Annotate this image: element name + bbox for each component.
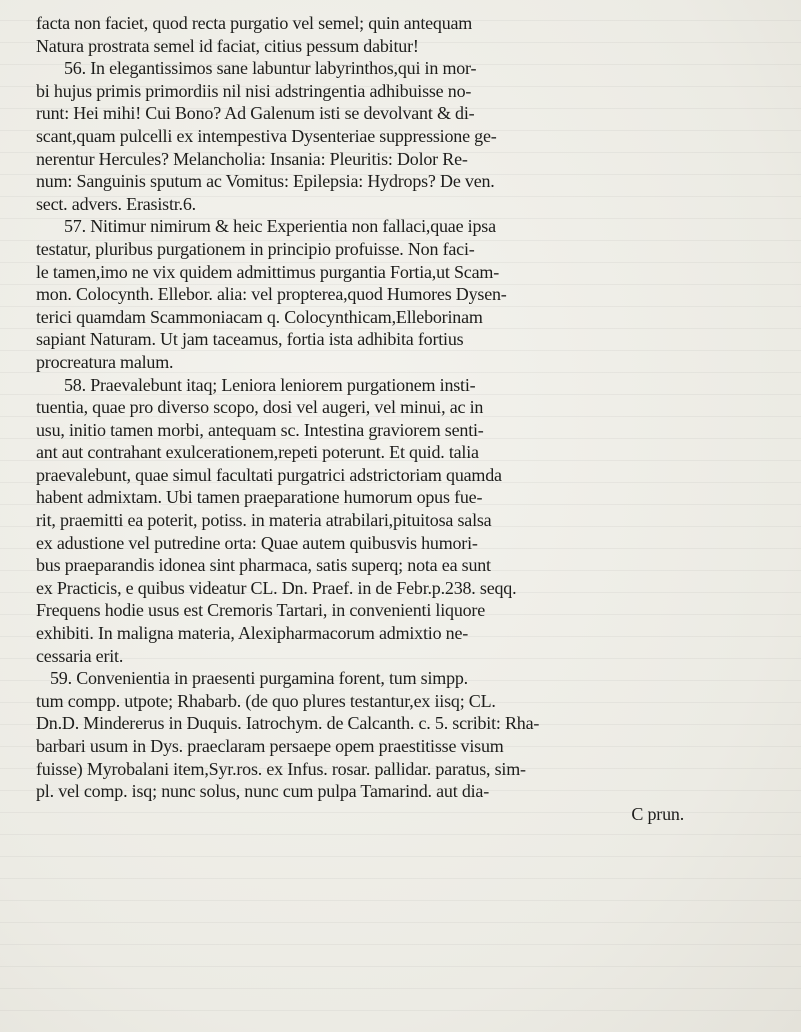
text-line: tum compp. utpote; Rhabarb. (de quo plures testantur,ex iisq; CL. — [36, 690, 496, 711]
text-line: habent admixtam. Ubi tamen praeparatione humorum opus fue- — [36, 487, 483, 508]
text-line: le tamen,imo ne vix quidem admittimus purgantia Fortia,ut Scam- — [36, 261, 499, 282]
section-57-start: 57. Nitimur nimirum & heic Experientia non fallaci,quae ipsa — [64, 216, 496, 237]
text-line: tuentia, quae pro diverso scopo, dosi vel augeri, vel minui, ac in — [36, 397, 484, 418]
text-line: exhibiti. In maligna materia, Alexipharmacorum admixtio ne- — [36, 623, 469, 644]
catchword-line: C prun. — [631, 803, 684, 824]
section-56-start: 56. In elegantissimos sane labuntur labyrinthos,qui in mor- — [64, 58, 477, 79]
text-line: fuisse) Myrobalani item,Syr.ros. ex Infus. rosar. pallidar. paratus, sim- — [36, 758, 526, 779]
text-line: Dn.D. Mindererus in Duquis. Iatrochym. de Calcanth. c. 5. scribit: Rha- — [36, 713, 540, 734]
text-line: nerentur Hercules? Melancholia: Insania: Pleuritis: Dolor Re- — [36, 148, 468, 169]
text-line: praevalebunt, quae simul facultati purgatrici adstrictoriam quamda — [36, 464, 502, 485]
text-line: Natura prostrata semel id faciat, citius pessum dabitur! — [36, 35, 419, 56]
section-59-start: 59. Convenientia in praesenti purgamina forent, tum simpp. — [50, 668, 468, 689]
text-line: barbari usum in Dys. praeclaram persaepe opem praestitisse visum — [36, 736, 504, 756]
text-line: bi hujus primis primordiis nil nisi adstringentia adhibuisse no- — [36, 80, 472, 101]
text-line: ant aut contrahant exulcerationem,repeti poterunt. Et quid. talia — [36, 442, 479, 463]
text-line: sapiant Naturam. Ut jam taceamus, fortia ista adhibita fortius — [36, 329, 464, 350]
text-line: rit, praemitti ea poterit, potiss. in materia atrabilari,pituitosa salsa — [36, 510, 492, 531]
text-line: ex Practicis, e quibus videatur CL. Dn. Praef. in de Febr.p.238. seqq. — [36, 577, 517, 598]
text-line: cessaria erit. — [36, 645, 124, 666]
text-line: scant,quam pulcelli ex intempestiva Dysenteriae suppressione ge- — [36, 125, 497, 146]
text-line: procreatura malum. — [36, 351, 174, 372]
text-line: testatur, pluribus purgationem in principio profuisse. Non faci- — [36, 238, 475, 259]
latin-text-block — [36, 12, 764, 825]
text-line: usu, initio tamen morbi, antequam sc. Intestina graviorem senti- — [36, 419, 484, 440]
section-58-start: 58. Praevalebunt itaq; Leniora leniorem purgationem insti- — [64, 374, 476, 395]
text-line: num: Sanguinis sputum ac Vomitus: Epilepsia: Hydrops? De ven. — [36, 171, 495, 192]
text-line: mon. Colocynth. Ellebor. alia: vel propterea,quod Humores Dysen- — [36, 284, 507, 305]
text-line: bus praeparandis idonea sint pharmaca, satis superq; nota ea sunt — [36, 555, 491, 576]
text-line: facta non faciet, quod recta purgatio vel semel; quin antequam — [36, 13, 473, 33]
text-line: terici quamdam Scammoniacam q. Colocynthicam,Elleborinam — [36, 306, 483, 327]
text-line: runt: Hei mihi! Cui Bono? Ad Galenum isti se devolvant & di- — [36, 103, 475, 124]
text-line: Frequens hodie usus est Cremoris Tartari, in convenienti liquore — [36, 600, 486, 621]
text-line: pl. vel comp. isq; nunc solus, nunc cum pulpa Tamarind. aut dia- — [36, 781, 490, 802]
citation-line: sect. advers. Erasistr.6. — [36, 193, 196, 214]
text-line: ex adustione vel putredine orta: Quae autem quibusvis humori- — [36, 532, 478, 553]
